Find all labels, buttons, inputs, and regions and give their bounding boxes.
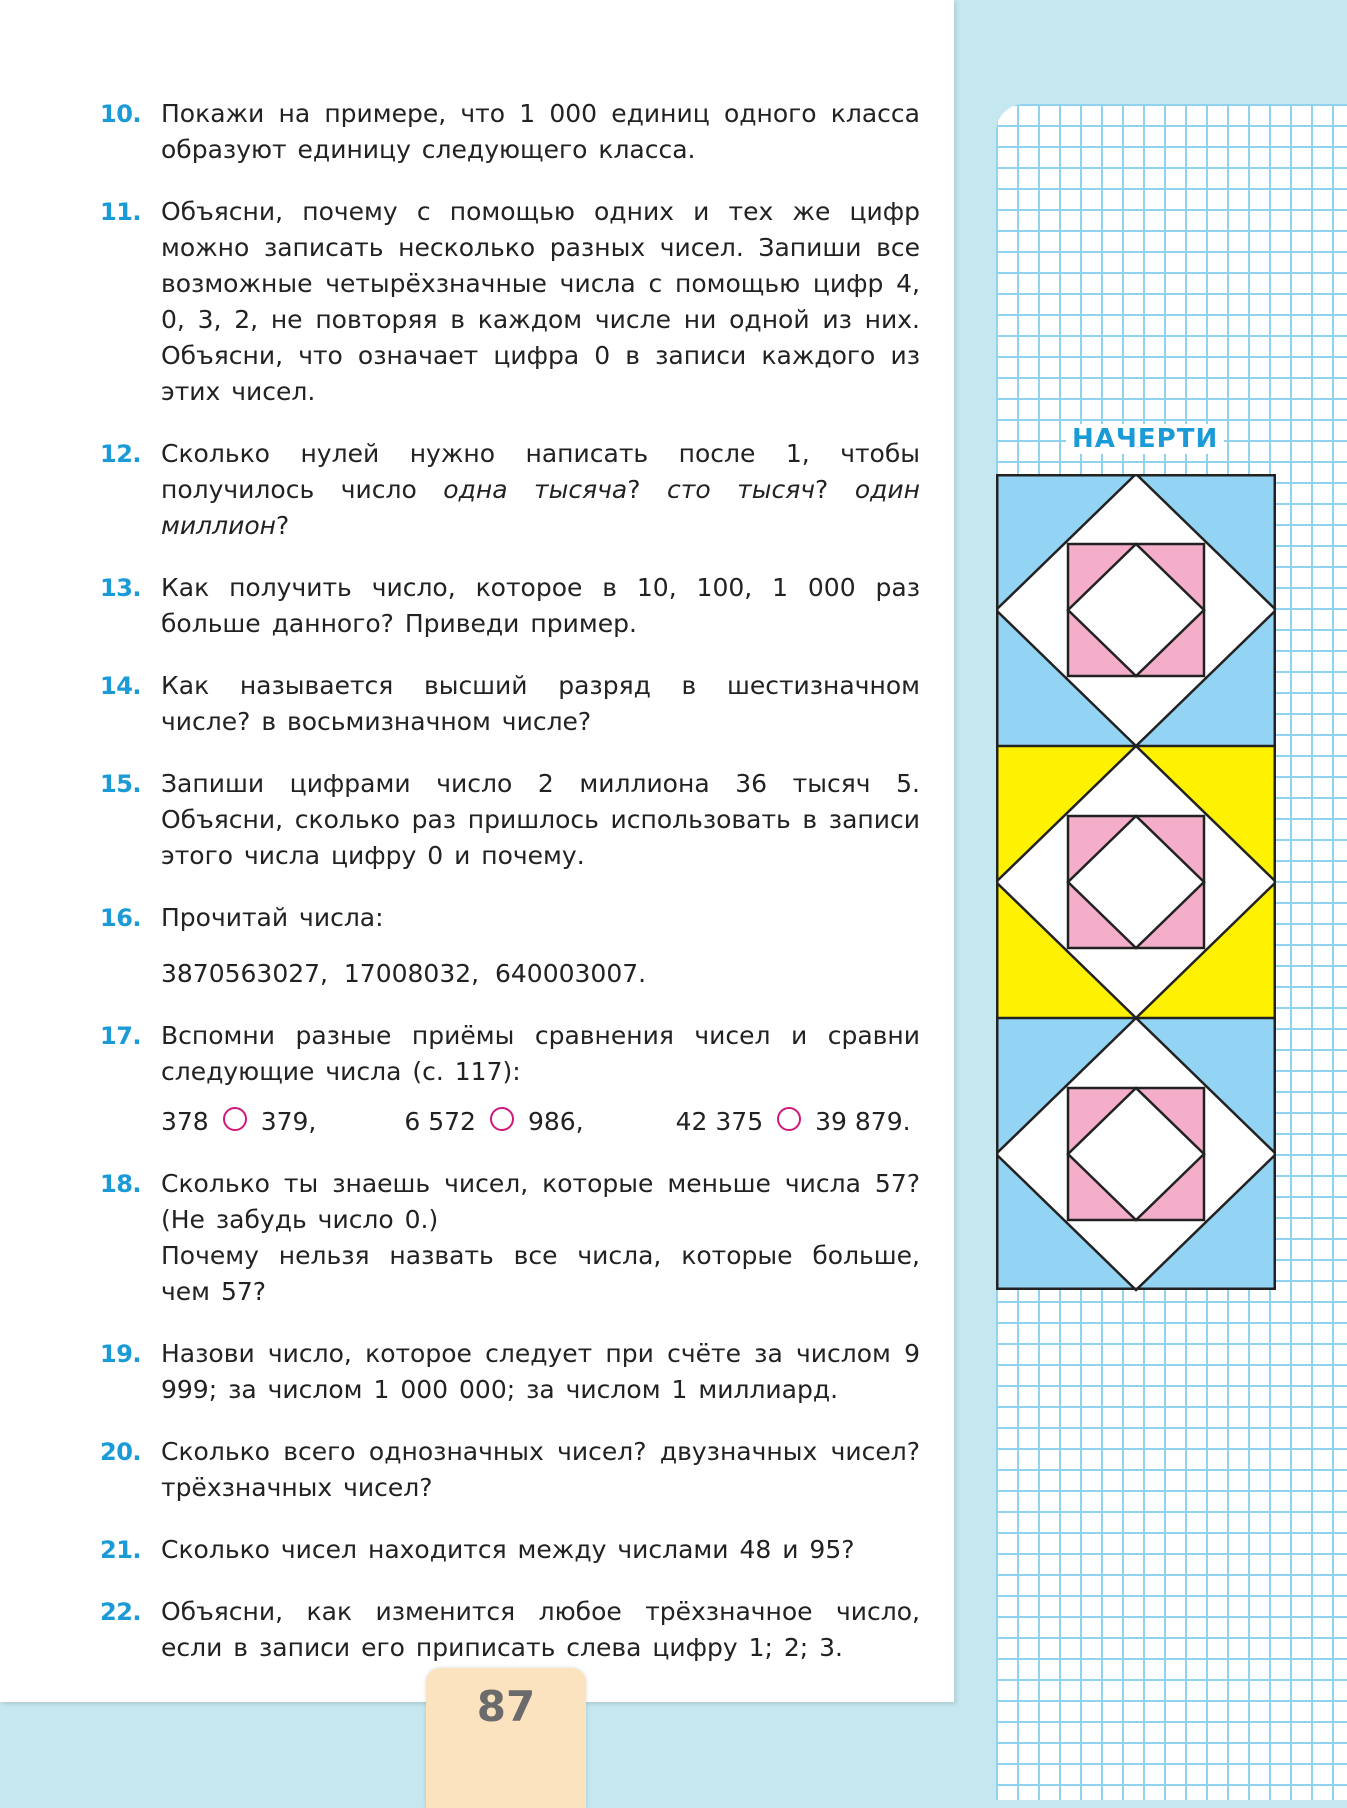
draw-label: НАЧЕРТИ	[1066, 424, 1224, 454]
task-number: 17.	[100, 1022, 142, 1050]
task-text: Как получить число, которое в 10, 100, 1 000 раз больше данного? Приведи пример.	[161, 573, 920, 638]
task-text: Сколько ты знаешь чисел, которые меньше числа 57? (Не забудь число 0.)	[161, 1169, 920, 1234]
comparison-circle[interactable]	[223, 1107, 247, 1131]
task-number: 14.	[100, 672, 142, 700]
task-text-part: Сколько нулей нужно написать после 1, чтобы получилось число	[161, 439, 920, 504]
italic-term: один миллион	[161, 475, 920, 540]
pattern-block-top	[996, 474, 1276, 746]
task-text: Запиши цифрами число 2 миллиона 36 тысяч 5. Объясни, сколько раз пришлось использовать в записи этого числа цифру 0 и почему.	[161, 769, 920, 870]
task-13	[100, 570, 920, 642]
italic-term: сто тысяч	[667, 475, 816, 504]
task-number: 15.	[100, 770, 142, 798]
task-text: Вспомни разные приёмы сравнения чисел и сравни следующие числа (с. 117):	[161, 1021, 920, 1086]
task-number: 22.	[100, 1598, 142, 1626]
task-text: Сколько чисел находится между числами 48 и 95?	[161, 1535, 855, 1564]
task-17	[100, 1018, 920, 1140]
task-22	[100, 1594, 920, 1666]
task-14	[100, 668, 920, 740]
numbers-to-read: 3870563027, 17008032, 640003007.	[161, 959, 647, 988]
pattern-block-middle	[996, 746, 1276, 1018]
comparison-left: 42 375	[675, 1107, 764, 1136]
task-20	[100, 1434, 920, 1506]
question-mark: ?	[815, 475, 855, 504]
task-18	[100, 1166, 920, 1310]
comparison-pair	[404, 1104, 583, 1140]
geometric-pattern	[996, 474, 1276, 1294]
pattern-block-bottom	[996, 1018, 1276, 1290]
task-list	[100, 96, 920, 1692]
comparison-right: 986,	[527, 1107, 584, 1136]
question-mark: ?	[275, 511, 290, 540]
task-text: Объясни, почему с помощью одних и тех же цифр можно записать несколько разных чисел. Запиши все возможные четырёхзначные числа с помощью цифр 4, 0, 3, 2, не повторяя в каждом числе ни одной из них. Объясни, что означает цифра 0 в записи каждого из этих чисел.	[161, 197, 920, 406]
task-text: Как называется высший разряд в шестизначном числе? в восьмизначном числе?	[161, 671, 920, 736]
task-number: 16.	[100, 904, 142, 932]
task-number: 12.	[100, 440, 142, 468]
comparison-right: 39 879.	[815, 1107, 911, 1136]
task-number: 13.	[100, 574, 142, 602]
task-text-second: Почему нельзя назвать все числа, которые больше, чем 57?	[161, 1241, 920, 1306]
comparison-row	[161, 1104, 920, 1140]
task-number: 11.	[100, 198, 142, 226]
task-number: 19.	[100, 1340, 142, 1368]
question-mark: ?	[627, 475, 668, 504]
task-text: Назови число, которое следует при счёте за числом 9 999; за числом 1 000 000; за числом 1 миллиард.	[161, 1339, 920, 1404]
task-11	[100, 194, 920, 410]
comparison-pair	[161, 1104, 316, 1140]
page-number: 87	[476, 1682, 536, 1731]
task-text: Прочитай числа:	[161, 903, 384, 932]
comparison-left: 6 572	[404, 1107, 476, 1136]
comparison-right: 379,	[260, 1107, 317, 1136]
task-19	[100, 1336, 920, 1408]
task-text: Сколько всего однозначных чисел? двузначных чисел? трёхзначных чисел?	[161, 1437, 920, 1502]
comparison-left: 378	[161, 1107, 209, 1136]
comparison-circle[interactable]	[777, 1107, 801, 1131]
task-number: 21.	[100, 1536, 142, 1564]
task-number: 20.	[100, 1438, 142, 1466]
task-text: Покажи на примере, что 1 000 единиц одного класса образуют единицу следующего класса.	[161, 99, 920, 164]
task-12	[100, 436, 920, 544]
task-15	[100, 766, 920, 874]
task-21	[100, 1532, 920, 1568]
task-text: Объясни, как изменится любое трёхзначное число, если в записи его приписать слева цифру 1; 2; 3.	[161, 1597, 920, 1662]
task-16	[100, 900, 920, 992]
task-number: 18.	[100, 1170, 142, 1198]
page-number-tab	[426, 1668, 586, 1808]
comparison-circle[interactable]	[490, 1107, 514, 1131]
italic-term: одна тысяча	[443, 475, 628, 504]
task-text	[161, 436, 920, 544]
task-10	[100, 96, 920, 168]
comparison-pair	[676, 1104, 911, 1140]
task-number: 10.	[100, 100, 142, 128]
